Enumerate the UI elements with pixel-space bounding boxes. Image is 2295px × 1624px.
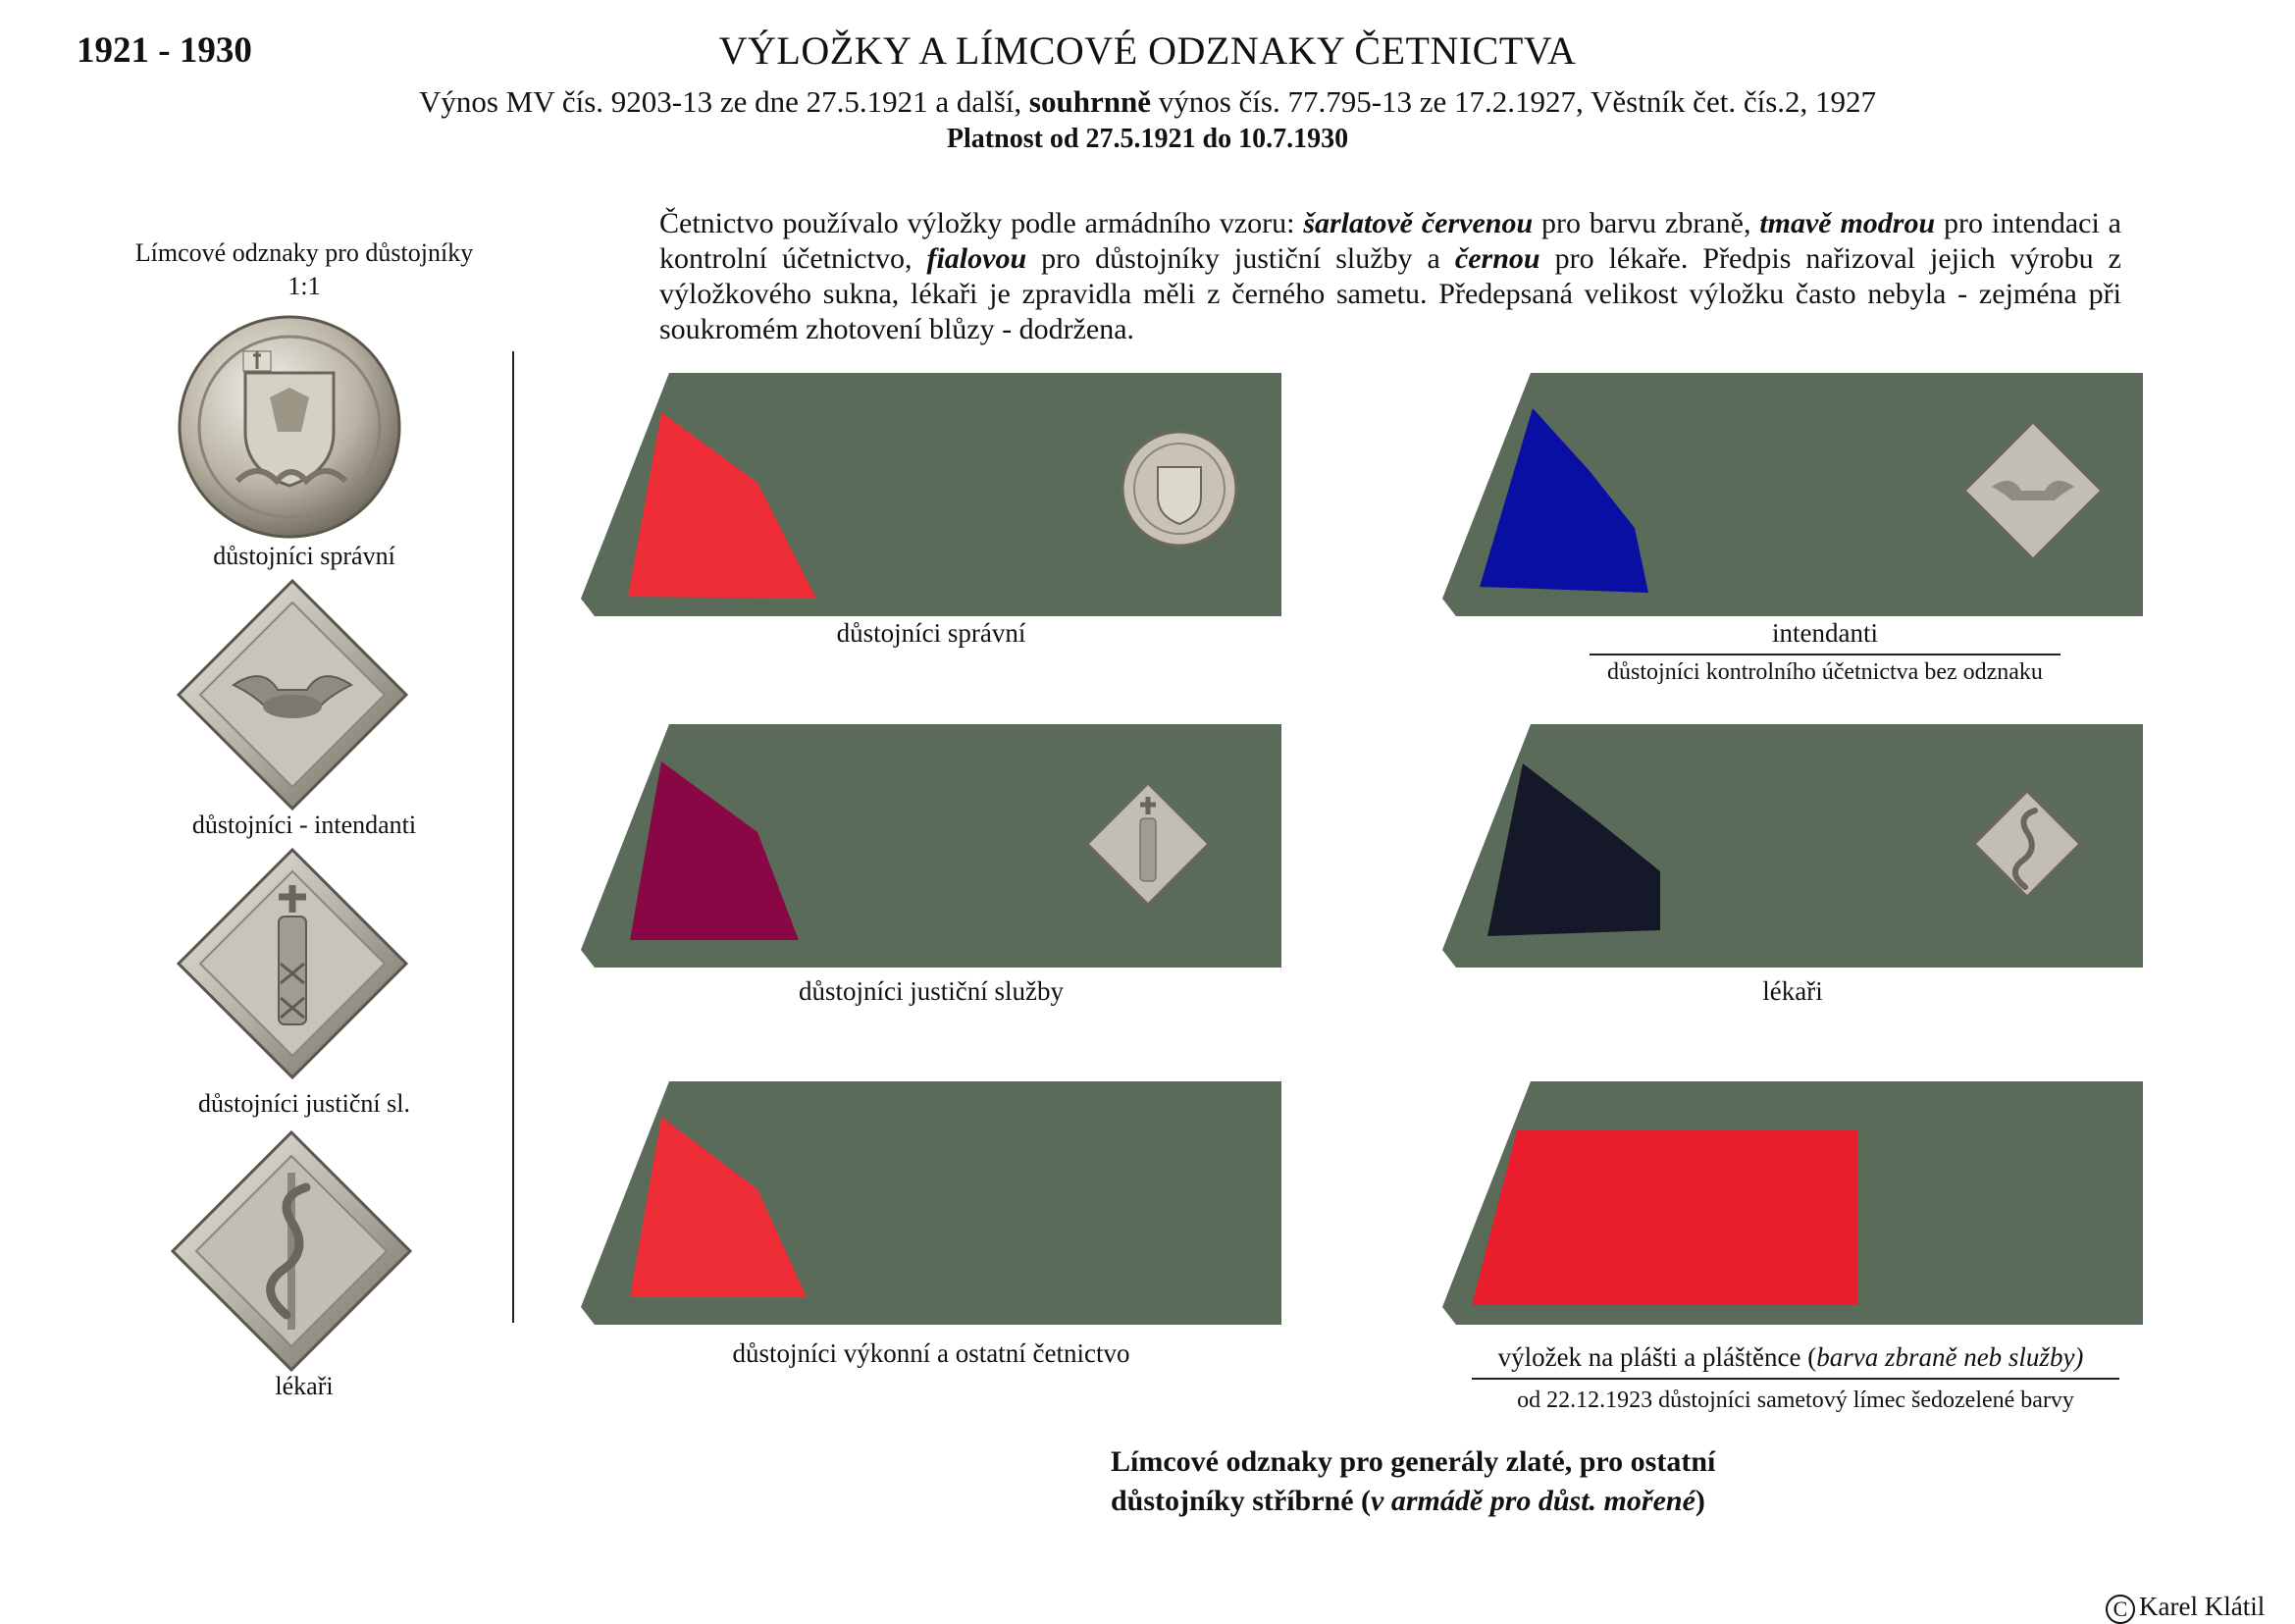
sidebar-scale: 1:1 xyxy=(287,272,321,300)
intro-color-scarlet: šarlatově červenou xyxy=(1303,207,1534,239)
decree-text-1: Výnos MV čís. 9203-13 ze dne 27.5.1921 a další, xyxy=(418,84,1029,119)
patch-label-2: intendanti xyxy=(1772,618,1878,648)
intro-text-3: pro intendaci a kontrolní účetnictvo, xyxy=(659,207,2121,275)
patch-label-6 xyxy=(1472,1342,2110,1373)
patch-color-field xyxy=(1472,1130,1858,1305)
patch-label-rule-2 xyxy=(1590,654,2060,655)
patch-label-5: důstojníci výkonní a ostatní četnictvo xyxy=(732,1338,1130,1368)
law-badge-icon xyxy=(175,846,410,1081)
sidebar-badge-label-2: důstojníci - intendanti xyxy=(191,811,417,839)
sidebar-badge-label-3: důstojníci justiční sl. xyxy=(198,1089,410,1118)
separator-line xyxy=(512,351,514,1323)
footnote-line-2 xyxy=(1111,1482,1896,1521)
patch-label-3: důstojníci justiční služby xyxy=(799,976,1064,1006)
intro-text-2: pro barvu zbraně, xyxy=(1533,207,1760,239)
collar-patch-spravni xyxy=(581,373,1281,618)
sidebar-badge-label-4: lékaři xyxy=(275,1372,334,1400)
decree-bold: souhrnně xyxy=(1028,84,1151,119)
footnote-line-2b: ) xyxy=(1695,1485,1705,1517)
copyright-author: Karel Klátil xyxy=(2139,1592,2266,1621)
validity-line: Platnost od 27.5.1921 do 10.7.1930 xyxy=(946,124,1349,154)
patch-label-6-text: výložek na plášti a pláštěnce ( xyxy=(1497,1342,1817,1372)
footnote xyxy=(1111,1442,1896,1521)
collar-patch-plast xyxy=(1442,1081,2143,1327)
intro-color-black: černou xyxy=(1454,242,1540,275)
footnote-line-1: Límcové odznaky pro generály zlaté, pro ostatní xyxy=(1111,1445,1716,1478)
decree-text-2: výnos čís. 77.795-13 ze 17.2.1927, Věstník čet. čís.2, 1927 xyxy=(1150,84,1877,119)
decree-line xyxy=(0,84,2295,120)
collar-patch-intendanti xyxy=(1442,373,2143,618)
collar-patch-justicni xyxy=(581,724,1281,969)
patch-label-6-italic: barva zbraně neb služby) xyxy=(1816,1342,2084,1372)
page-title: VÝLOŽKY A LÍMCOVÉ ODZNAKY ČETNICTVA xyxy=(718,28,1577,73)
intro-color-darkblue: tmavě modrou xyxy=(1759,207,1936,239)
footnote-line-2-italic: v armádě pro důst. mořené xyxy=(1371,1485,1695,1517)
copyright-icon: C xyxy=(2106,1595,2135,1624)
collar-patch-lekari xyxy=(1442,724,2143,969)
intro-text-5: pro lékaře. Předpis nařizoval jejich výrobu z výložkového sukna, lékaři je zpravidla měli z černého sametu. Předepsaná velikost výložku často nebyla - zejména při soukromém zhotovení blůzy - dodržena. xyxy=(659,242,2121,345)
winged-hat-badge-icon xyxy=(175,577,410,812)
collar-patch-vykonni xyxy=(581,1081,1281,1327)
intro-text-4: pro důstojníky justiční služby a xyxy=(1026,242,1455,275)
intro-text-1: Četnictvo používalo výložky podle armádního vzoru: xyxy=(659,207,1304,239)
copyright xyxy=(2106,1592,2265,1624)
aesculapius-badge-icon xyxy=(169,1128,414,1374)
sidebar-heading: Límcové odznaky pro důstojníky xyxy=(134,238,474,267)
patch-label-rule-6 xyxy=(1472,1378,2119,1380)
patch-sublabel-6: od 22.12.1923 důstojníci sametový límec šedozelené barvy xyxy=(1517,1388,2074,1413)
footnote-line-2a: důstojníky stříbrné ( xyxy=(1111,1485,1372,1517)
period-years: 1921 - 1930 xyxy=(77,30,252,71)
state-emblem-button-icon xyxy=(177,314,402,540)
patch-label-1: důstojníci správní xyxy=(836,618,1026,648)
intro-paragraph xyxy=(659,206,2121,347)
patch-sublabel-2: důstojníci kontrolního účetnictva bez odznaku xyxy=(1607,659,2043,685)
intro-color-violet: fialovou xyxy=(926,242,1027,275)
sidebar-badge-label-1: důstojníci správní xyxy=(213,542,395,570)
patch-label-4: lékaři xyxy=(1762,976,1823,1006)
